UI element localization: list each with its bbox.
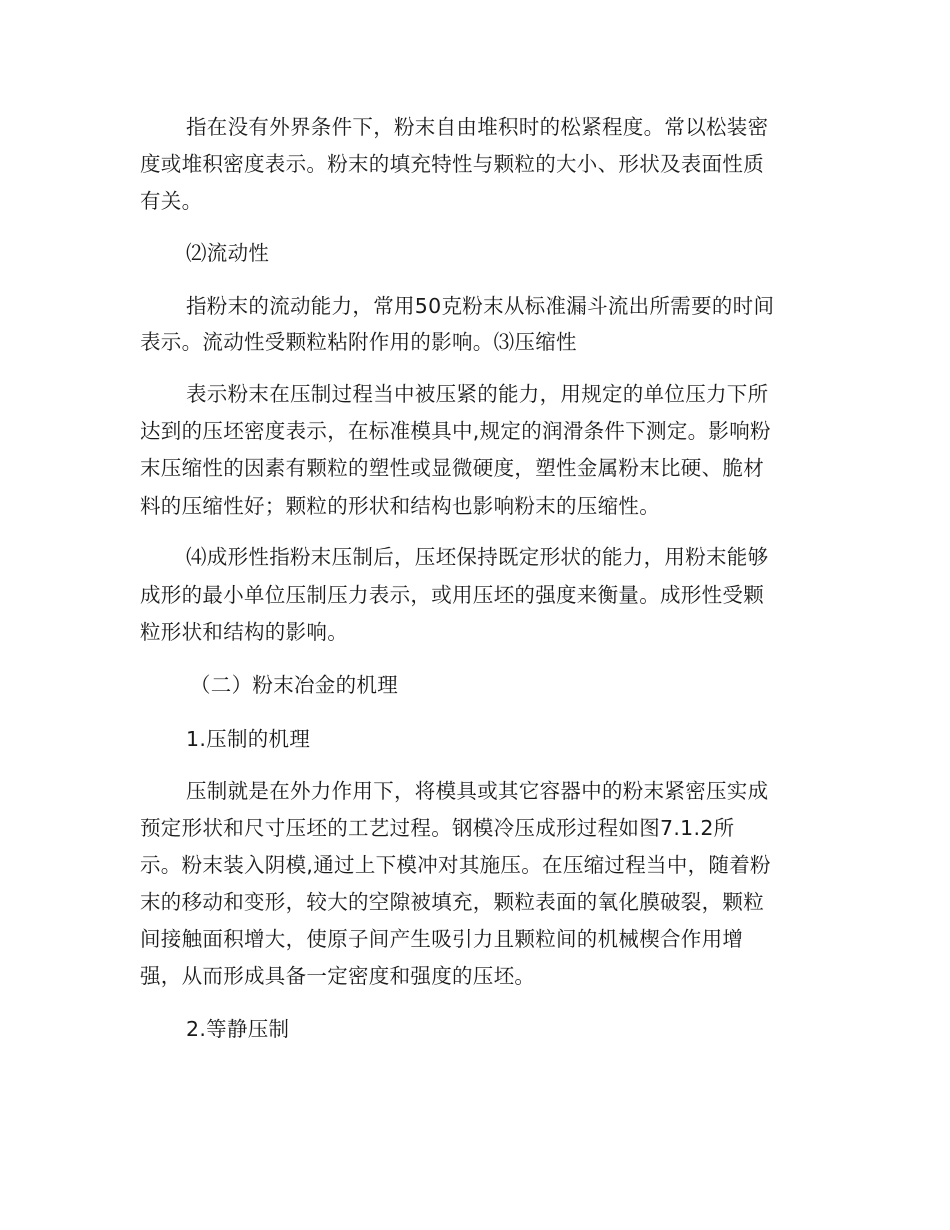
text-line: 有关。 — [140, 189, 203, 213]
text-line: 表示粉末在压制过程当中被压紧的能力，用规定的单位压力下所 — [186, 382, 769, 406]
heading-pressing-mechanism: 1.压制的机理 — [186, 727, 311, 751]
heading-flowability: ⑵流动性 — [186, 241, 270, 265]
text-line: 指在没有外界条件下，粉末自由堆积时的松紧程度。常以松装密 — [186, 115, 769, 139]
text-line: 末的移动和变形，较大的空隙被填充，颗粒表面的氧化膜破裂，颗粒 — [140, 890, 764, 914]
text-line: 指粉末的流动能力，常用50克粉末从标准漏斗流出所需要的时间 — [186, 294, 775, 318]
text-line: 料的压缩性好；颗粒的形状和结构也影响粉末的压缩性。 — [140, 494, 660, 518]
text-line: 间接触面积增大，使原子间产生吸引力且颗粒间的机械楔合作用增 — [140, 927, 744, 951]
text-line: 成形的最小单位压制压力表示，或用压坯的强度来衡量。成形性受颗 — [140, 583, 764, 607]
text-line: 预定形状和尺寸压坯的工艺过程。钢模冷压成形过程如图7.1.2所 — [140, 816, 735, 840]
heading-isostatic-pressing: 2.等静压制 — [186, 1017, 290, 1041]
text-line: 粒形状和结构的影响。 — [140, 620, 348, 644]
text-line: 强，从而形成具备一定密度和强度的压坯。 — [140, 964, 536, 988]
text-line: 示。粉末装入阴模,通过上下模冲对其施压。在压缩过程当中，随着粉 — [140, 853, 771, 877]
text-line: 表示。流动性受颗粒粘附作用的影响。⑶压缩性 — [140, 330, 577, 354]
text-line: 末压缩性的因素有颗粒的塑性或显微硬度，塑性金属粉末比硬、脆材 — [140, 456, 764, 480]
text-line: ⑷成形性指粉末压制后，压坯保持既定形状的能力，用粉末能够 — [186, 545, 769, 569]
heading-section-2: （二）粉末冶金的机理 — [190, 673, 398, 697]
text-line: 达到的压坯密度表示，在标准模具中,规定的润滑条件下测定。影响粉 — [140, 419, 771, 443]
text-line: 压制就是在外力作用下，将模具或其它容器中的粉末紧密压实成 — [186, 779, 769, 803]
text-line: 度或堆积密度表示。粉末的填充特性与颗粒的大小、形状及表面性质 — [140, 152, 764, 176]
